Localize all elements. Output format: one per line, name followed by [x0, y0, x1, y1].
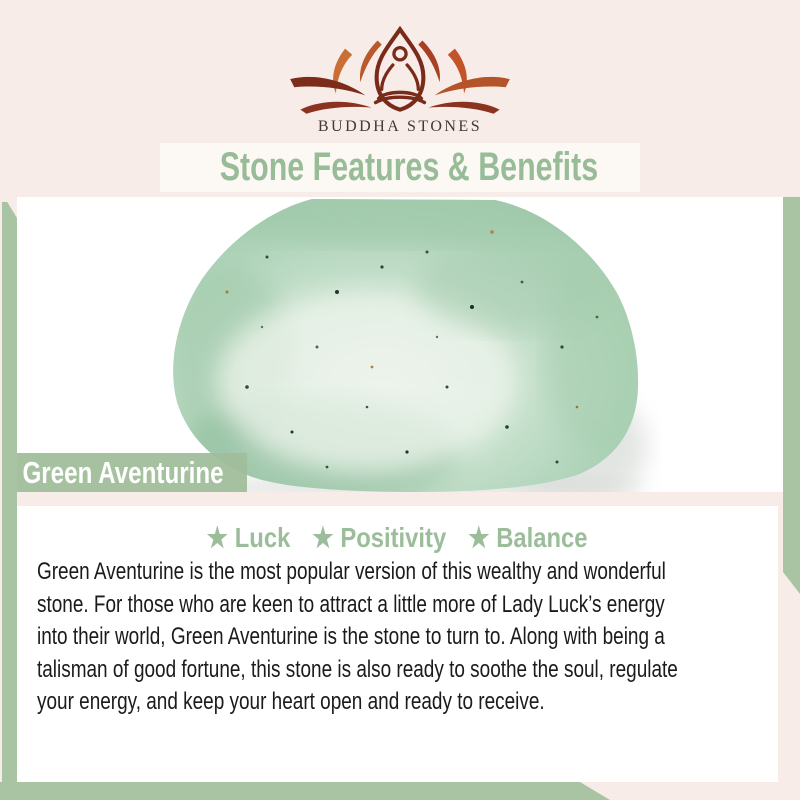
green-aventurine-stone-image — [17, 197, 783, 492]
benefits-card — [17, 506, 778, 782]
feature-list — [17, 521, 778, 554]
description-line: into their world, Green Aventurine is the stone to turn to. Along with being a — [37, 623, 665, 650]
title-banner — [160, 143, 640, 192]
description-line: Green Aventurine is the most popular version of this wealthy and wonderful — [37, 558, 666, 585]
star-icon: ★ — [207, 522, 229, 553]
star-icon: ★ — [312, 522, 334, 553]
right-accent-bar — [783, 197, 800, 594]
feature-item — [207, 522, 291, 553]
description-line: talisman of good fortune, this stone is also ready to soothe the soul, regulate — [37, 655, 678, 683]
stone-name-bar — [17, 453, 247, 492]
star-icon: ★ — [468, 522, 490, 553]
feature-label: Positivity — [340, 522, 447, 553]
left-accent-bar — [2, 202, 17, 800]
feature-label: Balance — [496, 522, 588, 553]
lotus-meditation-icon — [278, 26, 522, 114]
stone-description — [37, 556, 778, 719]
description-line: your energy, and keep your heart open and ready to receive. — [37, 688, 545, 715]
page-title: Stone Features & Benefits — [219, 145, 599, 189]
feature-item — [313, 522, 447, 553]
bottom-accent-bar — [0, 782, 610, 800]
brand-name: BUDDHA STONES — [317, 118, 483, 135]
feature-item — [469, 522, 588, 553]
description-line: stone. For those who are keen to attract a little more of Lady Luck’s energy — [37, 590, 665, 618]
stone-name: Green Aventurine — [22, 455, 224, 490]
feature-label: Luck — [235, 522, 291, 553]
stone-photo-card — [17, 197, 783, 492]
brand-logo — [278, 26, 522, 114]
